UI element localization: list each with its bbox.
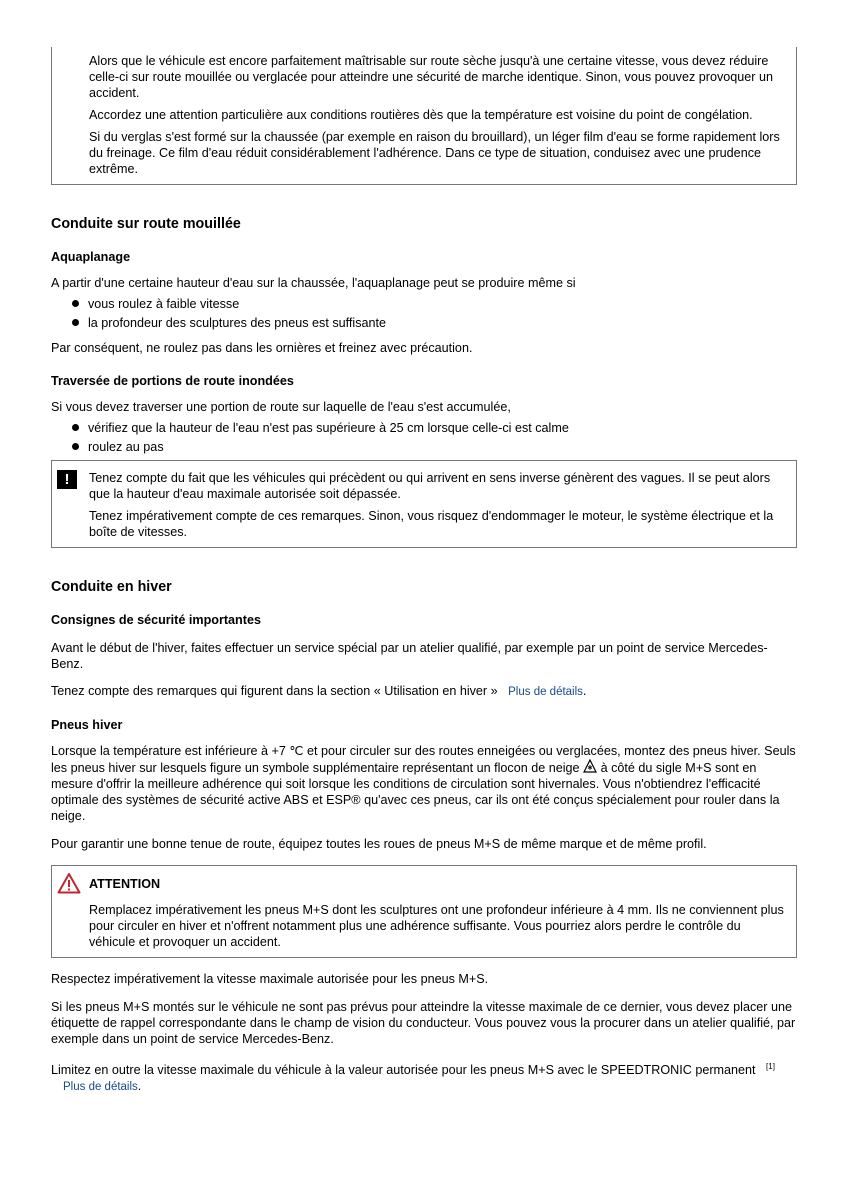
safety-paragraph-2: Tenez compte des remarques qui figurent dans la section « Utilisation en hiver » Plus de détails.	[51, 684, 587, 698]
intro-note-box	[51, 47, 797, 185]
winter-tires-paragraph-2: Pour garantir une bonne tenue de route, équipez toutes les roues de pneus M+S de même marque et de même profil.	[51, 837, 707, 851]
bullet-icon	[72, 300, 79, 307]
speed-paragraph-2: Si les pneus M+S montés sur le véhicule ne sont pas prévus pour atteindre la vitesse maximale de ce dernier, vous devez placer une étiquette de rappel correspondante dans le champ de vision du conducteur. Vous pouvez vous la procurer dans un atelier qualifié, par exemple dans un point de service Mercedes-Benz.	[51, 1000, 796, 1046]
winter-tires-paragraph-1: Lorsque la température est inférieure à +7 ℃ et pour circuler sur des routes enneigées ou verglacées, montez des pneus hiver. Seuls les pneus hiver sur lesquels figure un symbole supplémentaire représentant un flocon de neige à côté du sigle M+S sont en mesure d'offrir la meilleure adhérence qui soit lorsque les conditions de circulation sont hivernales. Vous n'obtiendrez l'efficacité optimale des systèmes de sécurité active ABS et ESP® qu'avec ces pneus, car ils ont été conçus spécialement pour rouler dans la neige.	[51, 744, 796, 823]
winter-heading: Conduite en hiver	[51, 579, 172, 595]
speed-paragraph-3: Limitez en outre la vitesse maximale du véhicule à la valeur autorisée pour les pneus M+S avec le SPEEDTRONIC permanent [1]	[51, 1062, 775, 1078]
snowflake-mountain-icon	[583, 759, 597, 773]
warning-title: ATTENTION	[89, 877, 161, 891]
exclamation-icon: !	[57, 470, 77, 489]
bullet-icon	[72, 424, 79, 431]
speed-paragraph-1: Respectez impérativement la vitesse maximale autorisée pour les pneus M+S.	[51, 972, 489, 986]
wet-road-heading: Conduite sur route mouillée	[51, 216, 241, 232]
aquaplaning-intro: A partir d'une certaine hauteur d'eau sur la chaussée, l'aquaplanage peut se produire même si	[51, 276, 576, 290]
list-item: roulez au pas	[51, 439, 797, 455]
list-item: vérifiez que la hauteur de l'eau n'est pas supérieure à 25 cm lorsque celle-ci est calme	[51, 420, 797, 436]
intro-paragraph-1: Alors que le véhicule est encore parfaitement maîtrisable sur route sèche jusqu'à une certaine vitesse, vous devez réduire celle-ci sur route mouillée ou verglacée pour atteindre une sécurité de marche identique. Sinon, vous pouvez provoquer un accident.	[89, 54, 773, 100]
aquaplaning-list	[51, 296, 797, 331]
details-link-2[interactable]: Plus de détails	[63, 1081, 138, 1094]
warning-box	[51, 865, 797, 958]
list-item: vous roulez à faible vitesse	[51, 296, 797, 312]
warning-header	[89, 876, 784, 892]
intro-paragraph-3: Si du verglas s'est formé sur la chaussée (par exemple en raison du brouillard), un léger film d'eau se forme rapidement lors du freinage. Ce film d'eau réduit considérablement l'adhérence. Dans ce type de situation, conduisez avec une prudence extrême.	[89, 130, 780, 176]
bullet-icon	[72, 443, 79, 450]
aquaplaning-conclusion: Par conséquent, ne roulez pas dans les ornières et freinez avec précaution.	[51, 341, 473, 355]
flooded-road-list	[51, 420, 797, 455]
flooded-road-intro: Si vous devez traverser une portion de route sur laquelle de l'eau s'est accumulée,	[51, 400, 511, 414]
details-link[interactable]: Plus de détails	[508, 686, 583, 698]
speed-details-line: Plus de détails.	[63, 1079, 142, 1094]
safety-paragraph-1: Avant le début de l'hiver, faites effectuer un service spécial par un atelier qualifié, par exemple par un point de service Mercedes-Benz.	[51, 641, 768, 671]
page-content	[51, 47, 797, 1095]
list-item: la profondeur des sculptures des pneus est suffisante	[51, 315, 797, 331]
intro-paragraph-2: Accordez une attention particulière aux conditions routières dès que la température est voisine du point de congélation.	[89, 108, 753, 122]
flood-note-box	[51, 460, 797, 548]
flooded-road-heading: Traversée de portions de route inondées	[51, 374, 294, 388]
footnote-marker[interactable]: [1]	[766, 1062, 775, 1071]
winter-tires-heading: Pneus hiver	[51, 718, 123, 732]
flood-note-paragraph-1: Tenez compte du fait que les véhicules qui précèdent ou qui arrivent en sens inverse génèrent des vagues. Il se peut alors que la hauteur d'eau maximale autorisée soit dépassée.	[89, 471, 771, 501]
bullet-icon	[72, 319, 79, 326]
celsius-unit: ℃	[289, 744, 304, 758]
warning-triangle-icon	[57, 872, 81, 894]
warning-text: Remplacez impérativement les pneus M+S dont les sculptures ont une profondeur inférieure à 4 mm. Ils ne conviennent plus pour circuler en hiver et n'offrent notamment plus une adhérence suffisante. Vous pourriez alors perdre le contrôle du véhicule et provoquer un accident.	[89, 903, 784, 949]
flood-note-paragraph-2: Tenez impérativement compte de ces remarques. Sinon, vous risquez d'endommager le moteur, le système électrique et la boîte de vitesses.	[89, 509, 774, 539]
safety-heading: Consignes de sécurité importantes	[51, 613, 261, 627]
aquaplaning-heading: Aquaplanage	[51, 250, 131, 264]
